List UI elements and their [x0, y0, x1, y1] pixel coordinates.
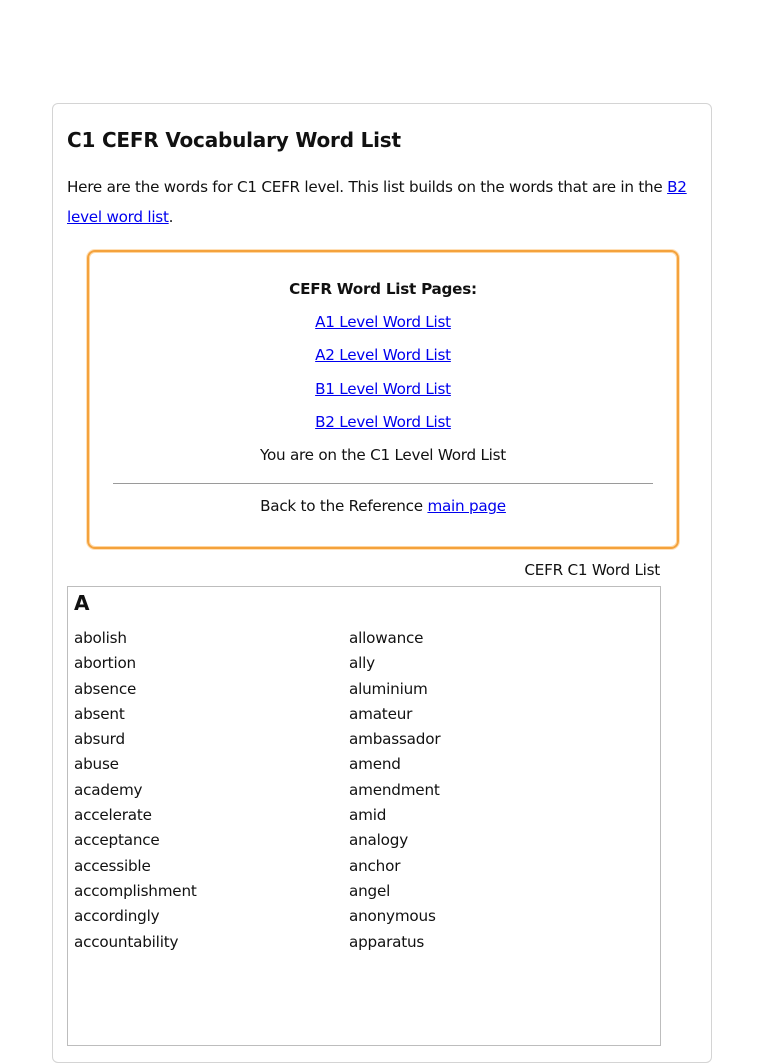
back-to-reference — [89, 497, 677, 515]
word-item: apparatus — [349, 932, 425, 951]
word-column-left — [74, 628, 197, 957]
word-item: ally — [349, 654, 375, 673]
word-list-nav-box — [87, 250, 679, 549]
word-item: acceptance — [74, 831, 160, 850]
word-item: abuse — [74, 755, 119, 774]
back-text: Back to the Reference — [260, 497, 423, 515]
word-item: amendment — [349, 780, 440, 799]
nav-item-b2 — [89, 413, 677, 446]
main-page-link[interactable]: main page — [427, 497, 506, 515]
word-item: angel — [349, 881, 391, 900]
word-item: abolish — [74, 629, 127, 647]
word-item: absent — [74, 704, 125, 723]
a1-word-list-link[interactable]: A1 Level Word List — [315, 313, 451, 331]
b2-level-word-list-link[interactable]: B2 Level Word List — [315, 412, 451, 431]
word-item: accessible — [74, 856, 151, 875]
word-item: accelerate — [74, 806, 152, 825]
current-page-note: You are on the C1 Level Word List — [259, 446, 507, 464]
section-letter: A — [74, 591, 90, 615]
word-item: anchor — [349, 856, 401, 875]
word-table — [67, 586, 661, 1046]
nav-links — [89, 313, 677, 446]
word-column-right — [349, 628, 440, 957]
word-item: accordingly — [74, 907, 160, 926]
word-item: analogy — [349, 831, 408, 850]
word-item: amend — [349, 755, 401, 774]
word-item: allowance — [349, 629, 424, 647]
nav-item-b1 — [89, 380, 677, 413]
word-item: accomplishment — [74, 881, 197, 900]
nav-item-a1 — [89, 313, 677, 346]
page-title: C1 CEFR Vocabulary Word List — [67, 128, 401, 152]
nav-item-a2 — [89, 346, 677, 379]
b1-word-list-link[interactable]: B1 Level Word List — [315, 379, 451, 398]
word-item: academy — [74, 780, 143, 799]
word-item: absence — [74, 679, 137, 698]
word-item: aluminium — [349, 679, 428, 698]
word-item: accountability — [74, 932, 179, 951]
a2-word-list-link[interactable]: A2 Level Word List — [315, 346, 451, 365]
word-item: amid — [349, 806, 387, 825]
word-item: absurd — [74, 730, 125, 749]
word-item: anonymous — [349, 907, 436, 926]
table-caption: CEFR C1 Word List — [524, 561, 660, 579]
word-item: abortion — [74, 654, 136, 673]
intro-paragraph — [67, 172, 697, 232]
nav-heading: CEFR Word List Pages: — [289, 280, 477, 298]
b2-word-list-link[interactable]: B2 level word list — [67, 178, 687, 226]
intro-end: . — [168, 208, 174, 226]
nav-divider — [113, 483, 653, 484]
word-item: amateur — [349, 704, 413, 723]
word-item: ambassador — [349, 730, 441, 749]
intro-text: Here are the words for C1 CEFR level. This list builds on the words that are in the — [67, 178, 663, 196]
